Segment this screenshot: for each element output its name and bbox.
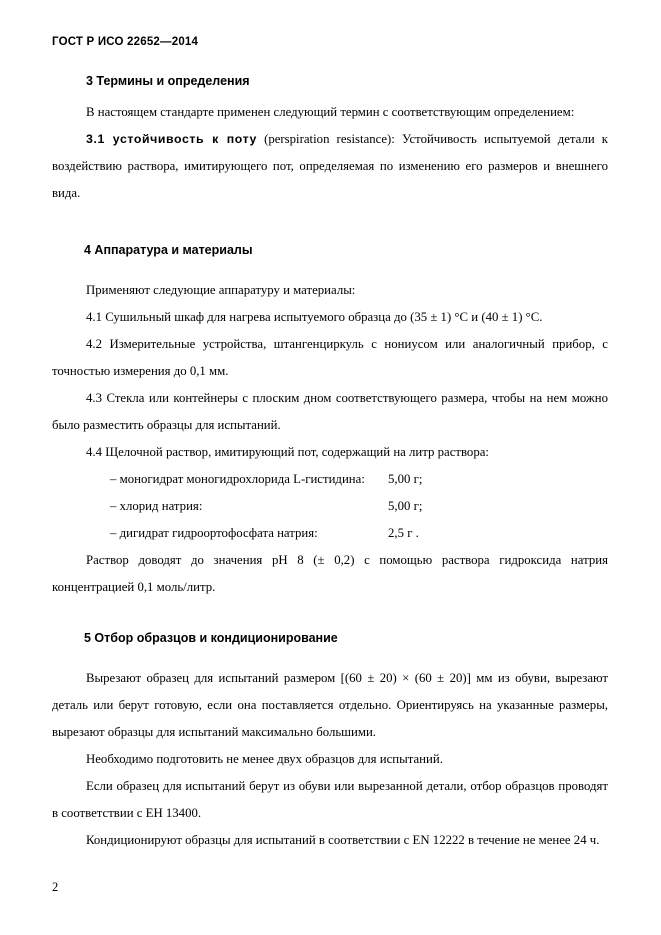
term-translation: (perspiration resistance): (264, 132, 395, 146)
terms-intro-paragraph: В настоящем стандарте применен следующий термин с соответствующим определением: (86, 105, 575, 119)
term-definition-text: Устойчивость испытуемой детали к воздействию раствора, имитирующего пот, определяемая по изменению его размеров и внешнего вида. (52, 132, 609, 200)
section-heading-terms: 3 Термины и определения (86, 74, 250, 88)
apparatus-item-4-2: 4.2 Измерительные устройства, штангенциркуль с нониусом или аналогичный прибор, с точностью измерения до 0,1 мм. (52, 337, 608, 378)
reagent-value: 2,5 г . (388, 526, 419, 540)
reagent-label: – моногидрат моногидрохлорида L-гистидина: (110, 472, 365, 486)
reagent-list (52, 466, 608, 547)
solution-note-paragraph: Раствор доводят до значения pH 8 (± 0,2) с помощью раствора гидроксида натрия концентрацией 0,1 моль/литр. (52, 553, 608, 594)
sampling-paragraph-2: Необходимо подготовить не менее двух образцов для испытаний. (86, 752, 443, 766)
document-body (52, 74, 608, 854)
list-item (52, 493, 608, 520)
sampling-paragraph-4: Кондиционируют образцы для испытаний в соответствии с EN 12222 в течение не менее 24 ч. (86, 833, 600, 847)
section-heading-apparatus: 4 Аппаратура и материалы (84, 243, 253, 257)
reagent-label: – хлорид натрия: (110, 499, 203, 513)
document-header: ГОСТ Р ИСО 22652—2014 (52, 36, 199, 48)
reagent-value: 5,00 г; (388, 472, 423, 486)
term-definition-paragraph (52, 126, 608, 207)
term-label: 3.1 устойчивость к поту (86, 132, 257, 146)
list-item (52, 520, 608, 547)
apparatus-item-4-4: 4.4 Щелочной раствор, имитирующий пот, содержащий на литр раствора: (86, 445, 489, 459)
list-item (52, 466, 608, 493)
reagent-label: – дигидрат гидроортофосфата натрия: (110, 526, 318, 540)
sampling-paragraph-1: Вырезают образец для испытаний размером [(60 ± 20) × (60 ± 20)] мм из обуви, вырезают деталь или берут готовую, если она поставляется отдельно. Ориентируясь на указанные размеры, вырезают образцы для испытаний максимально большими. (52, 671, 608, 739)
apparatus-item-4-1: 4.1 Сушильный шкаф для нагрева испытуемого образца до (35 ± 1) °C и (40 ± 1) °C. (86, 310, 543, 324)
section-heading-sampling: 5 Отбор образцов и кондиционирование (84, 631, 338, 645)
apparatus-item-4-3: 4.3 Стекла или контейнеры с плоским дном соответствующего размера, чтобы на нем можно было разместить образцы для испытаний. (52, 391, 608, 432)
sampling-paragraph-3: Если образец для испытаний берут из обуви или вырезанной детали, отбор образцов проводят в соответствии с ЕН 13400. (52, 779, 608, 820)
apparatus-intro-paragraph: Применяют следующие аппаратуру и материалы: (86, 283, 356, 297)
page-number: 2 (52, 880, 59, 894)
reagent-value: 5,00 г; (388, 499, 423, 513)
